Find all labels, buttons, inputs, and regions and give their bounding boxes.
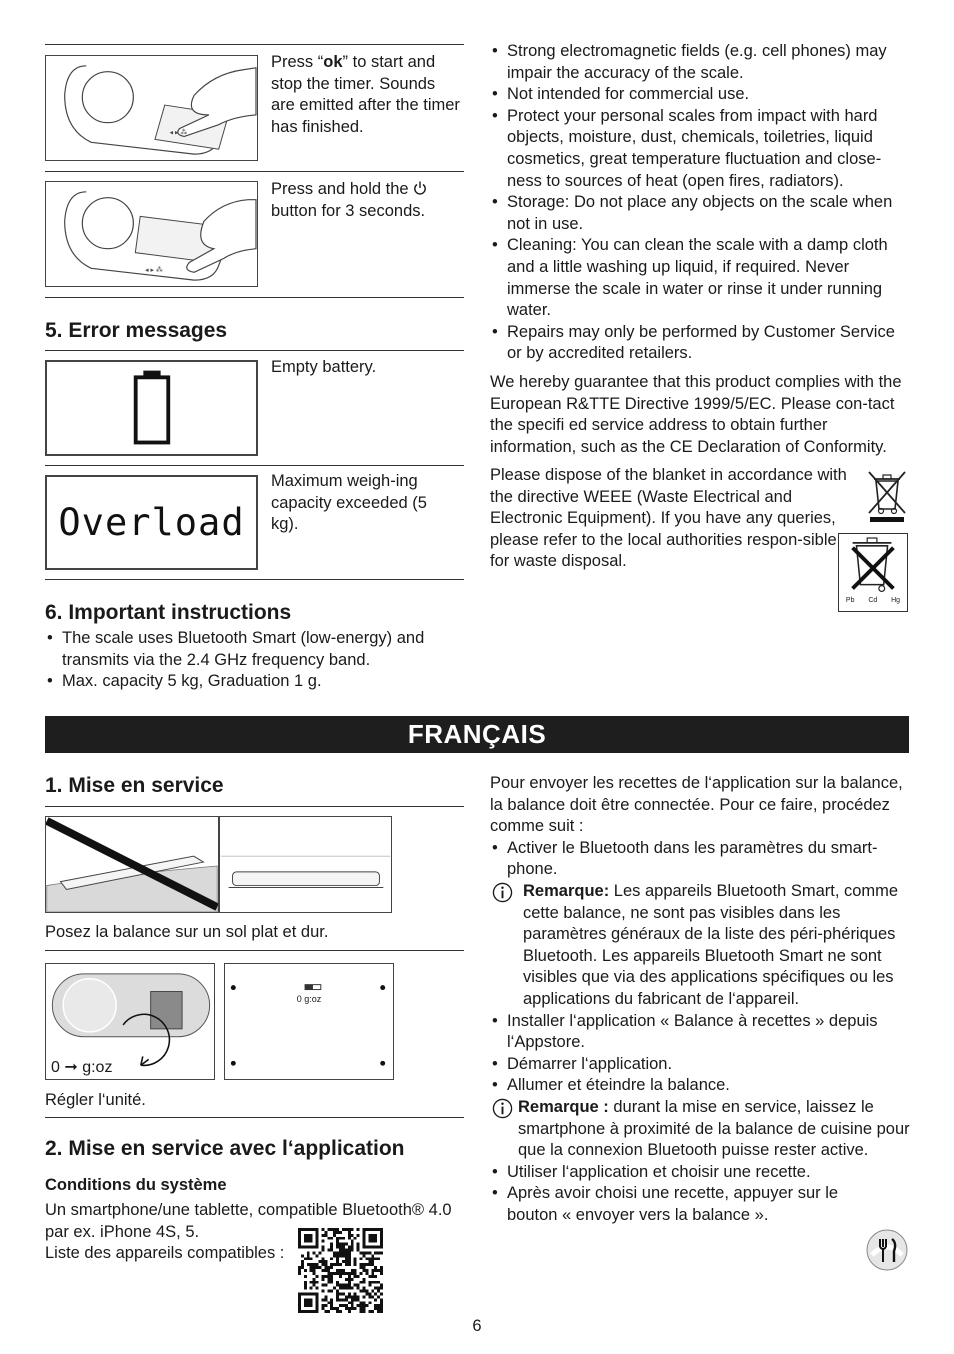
error-messages-heading: 5. Error messages [45, 319, 228, 342]
figure-empty-battery [45, 360, 258, 456]
compatible-devices-text: Liste des appareils compatibles : [45, 1244, 285, 1262]
important-list [45, 628, 464, 693]
timer-caption: Press “ok” to start and stop the timer. Sounds are emitted after the timer has finished. [271, 53, 460, 136]
list-item: • Not intended for commercial use. [490, 84, 910, 106]
fr-steps-2 [490, 1011, 910, 1097]
power-caption: Press and hold the button for 3 seconds. [271, 179, 461, 222]
fr-steps-1 [490, 838, 910, 881]
power-icon [413, 181, 427, 196]
system-requirements-heading: Conditions du système [45, 1176, 227, 1194]
list-item: • Démarrer l‘application. [490, 1054, 910, 1076]
figure-power-hold [45, 181, 258, 287]
important-heading: 6. Important instructions [45, 601, 292, 624]
svg-text:◂ ▸ ⁂: ◂ ▸ ⁂ [145, 267, 163, 275]
fr-steps-3 [490, 1162, 910, 1227]
rule-9 [45, 1117, 464, 1118]
send-to-scale-button-icon[interactable] [866, 1229, 908, 1271]
figure-correct-surface [219, 816, 392, 913]
system-requirements-text: Un smartphone/une tablette, compatible Bluetooth® 4.0 par ex. iPhone 4S, 5. [45, 1201, 452, 1241]
floor-caption: Posez la balance sur un sol plat et dur. [45, 923, 329, 941]
language-banner: FRANÇAIS [45, 716, 909, 753]
list-item: • Repairs may only be performed by Customer Service or by accredited retailers. [490, 322, 910, 365]
list-item: • Utiliser l‘application et choisir une recette. [490, 1162, 910, 1184]
list-item: • Storage: Do not place any objects on the scale when not in use. [490, 192, 910, 235]
battery-disposal-icon [838, 533, 908, 612]
list-item: • Strong electromagnetic fields (e.g. cell phones) may impair the accuracy of the scale. [490, 41, 910, 84]
list-item: • Protect your personal scales from impact with hard objects, moisture, dust, chemicals, toiletries, liquid cosmetics, great temperature fluctuation and close-ness to sources of heat (open fires, radiators). [490, 106, 910, 192]
list-item: • Activer le Bluetooth dans les paramètres du smart-phone. [490, 838, 910, 881]
safety-list [490, 41, 910, 365]
fr-app-heading: 2. Mise en service avec l‘application [45, 1137, 405, 1160]
figure-display-unit [224, 963, 394, 1080]
battery-caption: Empty battery. [271, 358, 377, 376]
pb-label: Pb [845, 597, 855, 604]
rule-8 [45, 950, 464, 951]
figure-overload-display [45, 475, 258, 570]
list-item: • Cleaning: You can clean the scale with a damp cloth and a little washing up liquid, if required. Never immerse the scale in water or rinse it under running water. [490, 235, 910, 321]
display-unit-label: 0 g:oz [296, 994, 322, 1004]
disposal-text: Please dispose of the blanket in accordance with the directive WEEE (Waste Electrical and Electronic Equipment). If you have any queries, please refer to the local authorities respon-sible for waste disposal. [490, 466, 847, 571]
info-icon [492, 882, 513, 903]
fr-setup-heading: 1. Mise en service [45, 774, 224, 797]
rule-7 [45, 806, 464, 807]
rule-3 [45, 297, 464, 298]
top-rule [45, 44, 464, 45]
page-number: 6 [472, 1317, 482, 1335]
rule-2 [45, 171, 464, 172]
qr-code-icon[interactable] [297, 1228, 384, 1313]
list-item: • Après avoir choisi une recette, appuyer sur le bouton « envoyer vers la balance ». [490, 1183, 910, 1226]
weee-bin-icon [866, 469, 908, 523]
list-item: • Allumer et éteindre la balance. [490, 1075, 910, 1097]
list-item: • Installer l‘application « Balance à recettes » depuis l‘Appstore. [490, 1011, 910, 1054]
hg-label: Hg [891, 597, 901, 604]
list-item: • The scale uses Bluetooth Smart (low-energy) and transmits via the 2.4 GHz frequency band. [45, 628, 464, 671]
unit-button-label: 0 ➞ g:oz [51, 1059, 113, 1076]
cd-label: Cd [868, 597, 878, 604]
unit-caption: Régler l‘unité. [45, 1091, 146, 1109]
list-item: • Max. capacity 5 kg, Graduation 1 g. [45, 671, 464, 693]
figure-wrong-surface [45, 816, 219, 913]
rule-5 [45, 465, 464, 466]
fr-intro-text: Pour envoyer les recettes de l‘application sur la balance, la balance doit être connectée. Pour ce faire, procédez comme suit : [490, 774, 903, 836]
figure-timer-press [45, 55, 258, 161]
fr-right-column [490, 773, 910, 1226]
figure-unit-button [45, 963, 215, 1080]
overload-display-text: Overload [58, 501, 245, 544]
note-proximity: Remarque : durant la mise en service, laissez le smartphone à proximité de la balance de cuisine pour que la connexion Bluetooth puisse rester active. [490, 1097, 910, 1162]
overload-caption: Maximum weigh-ing capacity exceeded (5 kg). [271, 472, 427, 534]
rule-6 [45, 579, 464, 580]
svg-text:◂ ▸ ⁂: ◂ ▸ ⁂ [169, 129, 188, 137]
note-bluetooth: Remarque: Les appareils Bluetooth Smart, comme cette balance, ne sont pas visibles dans les paramètres généraux de la liste des péri-phériques Bluetooth. Les appareils Bluetooth Smart ne sont visibles que via des applications spécifiques ou les applications du fabricant de l‘appareil. [490, 881, 910, 1011]
rule-4 [45, 350, 464, 351]
info-icon [492, 1098, 513, 1119]
guarantee-text: We hereby guarantee that this product complies with the European R&TTE Directive 1999/5/EC. Please con-tact the specifi ed service address to obtain further information, such as the CE Declaration of Conformity. [490, 373, 902, 456]
